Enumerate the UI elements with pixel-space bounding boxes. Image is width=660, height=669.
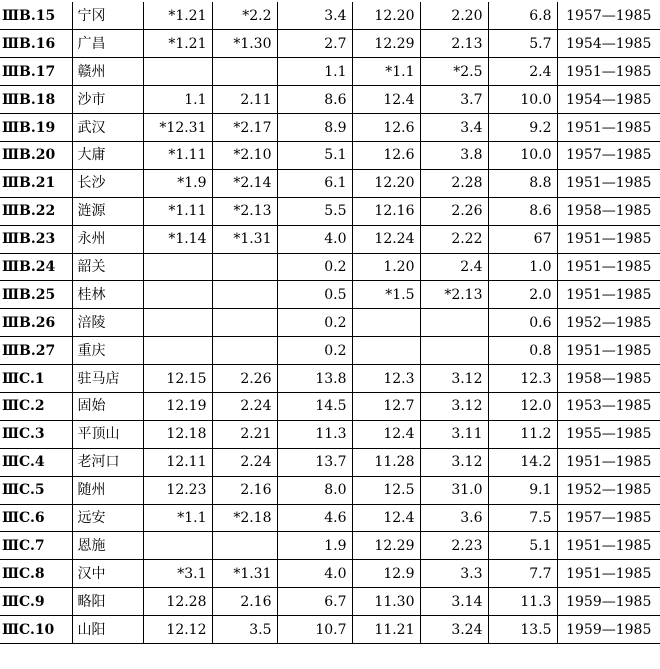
value-cell-8: 9.2: [488, 114, 557, 142]
value-cell-4: [212, 337, 277, 365]
value-cell-4: [212, 253, 277, 281]
value-cell-7: *2.5: [420, 58, 488, 86]
value-cell-8: 67: [488, 225, 557, 253]
value-cell-4: [212, 281, 277, 309]
value-cell-6: 12.20: [352, 169, 420, 197]
value-cell-3: 12.18: [143, 420, 212, 448]
climate-data-table-page: [0, 2, 652, 644]
value-cell-6: 12.29: [352, 532, 420, 560]
value-cell-6: 12.16: [352, 197, 420, 225]
value-cell-6: *1.1: [352, 58, 420, 86]
value-cell-7: 3.12: [420, 448, 488, 476]
value-cell-4: 2.21: [212, 420, 277, 448]
value-cell-5: 4.6: [277, 504, 352, 532]
value-cell-4: 2.26: [212, 365, 277, 393]
value-cell-7: 3.3: [420, 560, 488, 588]
value-cell-3: [143, 309, 212, 337]
value-cell-3: *1.11: [143, 141, 212, 169]
value-cell-5: 4.0: [277, 560, 352, 588]
value-cell-7: 3.6: [420, 504, 488, 532]
table-row: [0, 114, 660, 142]
record-period-cell: 1951—1985: [557, 58, 660, 86]
station-name-cell: 桂林: [72, 281, 143, 309]
value-cell-7: 2.20: [420, 2, 488, 30]
value-cell-3: *1.9: [143, 169, 212, 197]
record-period-cell: 1953—1985: [557, 392, 660, 420]
record-period-cell: 1955—1985: [557, 420, 660, 448]
table-row: [0, 616, 660, 644]
value-cell-6: 12.3: [352, 365, 420, 393]
value-cell-3: 12.19: [143, 392, 212, 420]
record-period-cell: 1951—1985: [557, 114, 660, 142]
table-row: [0, 2, 660, 30]
value-cell-4: *2.17: [212, 114, 277, 142]
value-cell-3: *1.11: [143, 197, 212, 225]
station-name-cell: 随州: [72, 476, 143, 504]
value-cell-6: 12.7: [352, 392, 420, 420]
value-cell-4: *2.13: [212, 197, 277, 225]
value-cell-8: 7.7: [488, 560, 557, 588]
table-row: [0, 169, 660, 197]
record-period-cell: 1958—1985: [557, 197, 660, 225]
value-cell-4: [212, 532, 277, 560]
value-cell-4: 2.16: [212, 588, 277, 616]
value-cell-6: 11.28: [352, 448, 420, 476]
value-cell-8: 2.4: [488, 58, 557, 86]
value-cell-4: 2.24: [212, 392, 277, 420]
table-row: [0, 476, 660, 504]
value-cell-4: 2.24: [212, 448, 277, 476]
value-cell-5: 13.8: [277, 365, 352, 393]
record-period-cell: 1957—1985: [557, 2, 660, 30]
station-code-cell: ⅢC.3: [0, 420, 72, 448]
table-row: [0, 337, 660, 365]
value-cell-8: 14.2: [488, 448, 557, 476]
value-cell-8: 10.0: [488, 141, 557, 169]
station-name-cell: 恩施: [72, 532, 143, 560]
value-cell-3: *1.21: [143, 2, 212, 30]
record-period-cell: 1951—1985: [557, 253, 660, 281]
station-code-cell: ⅢC.7: [0, 532, 72, 560]
value-cell-6: 12.4: [352, 86, 420, 114]
value-cell-8: 8.6: [488, 197, 557, 225]
table-row: [0, 532, 660, 560]
value-cell-4: *2.10: [212, 141, 277, 169]
table-row: [0, 30, 660, 58]
value-cell-8: 0.6: [488, 309, 557, 337]
value-cell-6: 12.24: [352, 225, 420, 253]
value-cell-8: 9.1: [488, 476, 557, 504]
value-cell-3: [143, 281, 212, 309]
value-cell-8: 8.8: [488, 169, 557, 197]
value-cell-7: 31.0: [420, 476, 488, 504]
table-row: [0, 504, 660, 532]
table-body: [0, 2, 660, 643]
value-cell-7: 3.7: [420, 86, 488, 114]
value-cell-5: 1.9: [277, 532, 352, 560]
value-cell-7: 3.14: [420, 588, 488, 616]
station-name-cell: 大庸: [72, 141, 143, 169]
record-period-cell: 1959—1985: [557, 616, 660, 644]
value-cell-7: 3.4: [420, 114, 488, 142]
record-period-cell: 1954—1985: [557, 86, 660, 114]
station-code-cell: ⅢC.10: [0, 616, 72, 644]
value-cell-5: 0.2: [277, 337, 352, 365]
table-row: [0, 58, 660, 86]
station-code-cell: ⅢC.6: [0, 504, 72, 532]
station-name-cell: 山阳: [72, 616, 143, 644]
table-row: [0, 86, 660, 114]
value-cell-3: 12.15: [143, 365, 212, 393]
record-period-cell: 1951—1985: [557, 281, 660, 309]
table-row: [0, 309, 660, 337]
station-code-cell: ⅢB.27: [0, 337, 72, 365]
value-cell-6: 1.20: [352, 253, 420, 281]
value-cell-5: 3.4: [277, 2, 352, 30]
table-row: [0, 365, 660, 393]
value-cell-5: 8.0: [277, 476, 352, 504]
table-row: [0, 253, 660, 281]
value-cell-7: 2.13: [420, 30, 488, 58]
value-cell-3: [143, 58, 212, 86]
value-cell-7: [420, 337, 488, 365]
value-cell-3: 12.12: [143, 616, 212, 644]
value-cell-7: *2.13: [420, 281, 488, 309]
station-name-cell: 永州: [72, 225, 143, 253]
value-cell-8: 11.2: [488, 420, 557, 448]
value-cell-4: 3.5: [212, 616, 277, 644]
value-cell-5: 8.6: [277, 86, 352, 114]
station-code-cell: ⅢB.26: [0, 309, 72, 337]
record-period-cell: 1951—1985: [557, 560, 660, 588]
record-period-cell: 1951—1985: [557, 337, 660, 365]
value-cell-3: *3.1: [143, 560, 212, 588]
station-code-cell: ⅢB.15: [0, 2, 72, 30]
value-cell-4: *1.31: [212, 225, 277, 253]
table-row: [0, 392, 660, 420]
value-cell-7: 3.8: [420, 141, 488, 169]
station-code-cell: ⅢC.2: [0, 392, 72, 420]
station-name-cell: 平顶山: [72, 420, 143, 448]
table-row: [0, 420, 660, 448]
station-code-cell: ⅢB.24: [0, 253, 72, 281]
record-period-cell: 1951—1985: [557, 225, 660, 253]
value-cell-5: 10.7: [277, 616, 352, 644]
value-cell-8: 2.0: [488, 281, 557, 309]
station-code-cell: ⅢC.9: [0, 588, 72, 616]
value-cell-7: 2.26: [420, 197, 488, 225]
value-cell-6: 11.30: [352, 588, 420, 616]
record-period-cell: 1951—1985: [557, 448, 660, 476]
table-row: [0, 225, 660, 253]
value-cell-6: 12.20: [352, 2, 420, 30]
value-cell-3: *1.1: [143, 504, 212, 532]
value-cell-3: 1.1: [143, 86, 212, 114]
value-cell-5: 6.1: [277, 169, 352, 197]
value-cell-7: 3.12: [420, 365, 488, 393]
value-cell-3: [143, 532, 212, 560]
station-name-cell: 沙市: [72, 86, 143, 114]
station-name-cell: 武汉: [72, 114, 143, 142]
value-cell-6: 12.4: [352, 420, 420, 448]
record-period-cell: 1957—1985: [557, 504, 660, 532]
value-cell-8: 1.0: [488, 253, 557, 281]
station-data-table: [0, 2, 660, 644]
station-code-cell: ⅢB.23: [0, 225, 72, 253]
value-cell-4: [212, 309, 277, 337]
value-cell-4: *2.18: [212, 504, 277, 532]
station-name-cell: 重庆: [72, 337, 143, 365]
record-period-cell: 1957—1985: [557, 141, 660, 169]
value-cell-8: 5.7: [488, 30, 557, 58]
station-name-cell: 固始: [72, 392, 143, 420]
value-cell-6: *1.5: [352, 281, 420, 309]
station-code-cell: ⅢC.8: [0, 560, 72, 588]
value-cell-8: 10.0: [488, 86, 557, 114]
table-row: [0, 141, 660, 169]
value-cell-8: 11.3: [488, 588, 557, 616]
value-cell-7: 3.12: [420, 392, 488, 420]
table-row: [0, 197, 660, 225]
station-code-cell: ⅢB.20: [0, 141, 72, 169]
value-cell-6: 12.6: [352, 114, 420, 142]
value-cell-5: 1.1: [277, 58, 352, 86]
station-code-cell: ⅢC.4: [0, 448, 72, 476]
station-name-cell: 汉中: [72, 560, 143, 588]
value-cell-5: 5.1: [277, 141, 352, 169]
value-cell-7: 2.22: [420, 225, 488, 253]
value-cell-4: *1.31: [212, 560, 277, 588]
value-cell-5: 14.5: [277, 392, 352, 420]
value-cell-6: [352, 337, 420, 365]
value-cell-6: 12.6: [352, 141, 420, 169]
value-cell-3: *12.31: [143, 114, 212, 142]
value-cell-6: 12.29: [352, 30, 420, 58]
value-cell-5: 4.0: [277, 225, 352, 253]
value-cell-7: 3.11: [420, 420, 488, 448]
value-cell-5: 5.5: [277, 197, 352, 225]
value-cell-6: 11.21: [352, 616, 420, 644]
station-name-cell: 老河口: [72, 448, 143, 476]
value-cell-8: 7.5: [488, 504, 557, 532]
value-cell-5: 0.2: [277, 253, 352, 281]
record-period-cell: 1959—1985: [557, 588, 660, 616]
value-cell-6: 12.9: [352, 560, 420, 588]
value-cell-4: 2.11: [212, 86, 277, 114]
station-code-cell: ⅢB.17: [0, 58, 72, 86]
record-period-cell: 1954—1985: [557, 30, 660, 58]
value-cell-3: *1.14: [143, 225, 212, 253]
value-cell-4: [212, 58, 277, 86]
value-cell-3: [143, 253, 212, 281]
station-name-cell: 宁冈: [72, 2, 143, 30]
value-cell-5: 11.3: [277, 420, 352, 448]
value-cell-5: 8.9: [277, 114, 352, 142]
station-name-cell: 韶关: [72, 253, 143, 281]
value-cell-4: 2.16: [212, 476, 277, 504]
record-period-cell: 1958—1985: [557, 365, 660, 393]
value-cell-5: 0.5: [277, 281, 352, 309]
station-code-cell: ⅢC.1: [0, 365, 72, 393]
value-cell-3: 12.23: [143, 476, 212, 504]
station-name-cell: 长沙: [72, 169, 143, 197]
value-cell-3: 12.11: [143, 448, 212, 476]
station-name-cell: 远安: [72, 504, 143, 532]
value-cell-8: 12.3: [488, 365, 557, 393]
station-code-cell: ⅢB.18: [0, 86, 72, 114]
table-row: [0, 588, 660, 616]
station-name-cell: 广昌: [72, 30, 143, 58]
value-cell-7: 2.28: [420, 169, 488, 197]
value-cell-5: 2.7: [277, 30, 352, 58]
station-name-cell: 涟源: [72, 197, 143, 225]
station-code-cell: ⅢB.21: [0, 169, 72, 197]
station-name-cell: 赣州: [72, 58, 143, 86]
value-cell-8: 5.1: [488, 532, 557, 560]
value-cell-4: *2.14: [212, 169, 277, 197]
value-cell-7: 2.23: [420, 532, 488, 560]
value-cell-5: 6.7: [277, 588, 352, 616]
table-row: [0, 560, 660, 588]
station-name-cell: 略阳: [72, 588, 143, 616]
station-code-cell: ⅢB.19: [0, 114, 72, 142]
record-period-cell: 1952—1985: [557, 309, 660, 337]
value-cell-6: [352, 309, 420, 337]
value-cell-4: *2.2: [212, 2, 277, 30]
value-cell-7: 3.24: [420, 616, 488, 644]
value-cell-7: [420, 309, 488, 337]
record-period-cell: 1951—1985: [557, 169, 660, 197]
station-code-cell: ⅢB.25: [0, 281, 72, 309]
value-cell-5: 0.2: [277, 309, 352, 337]
value-cell-7: 2.4: [420, 253, 488, 281]
record-period-cell: 1951—1985: [557, 532, 660, 560]
station-name-cell: 涪陵: [72, 309, 143, 337]
value-cell-8: 13.5: [488, 616, 557, 644]
value-cell-3: *1.21: [143, 30, 212, 58]
value-cell-5: 13.7: [277, 448, 352, 476]
value-cell-4: *1.30: [212, 30, 277, 58]
value-cell-6: 12.5: [352, 476, 420, 504]
table-row: [0, 448, 660, 476]
value-cell-6: 12.4: [352, 504, 420, 532]
station-code-cell: ⅢB.22: [0, 197, 72, 225]
record-period-cell: 1952—1985: [557, 476, 660, 504]
station-code-cell: ⅢC.5: [0, 476, 72, 504]
table-row: [0, 281, 660, 309]
value-cell-3: 12.28: [143, 588, 212, 616]
value-cell-8: 6.8: [488, 2, 557, 30]
value-cell-8: 0.8: [488, 337, 557, 365]
value-cell-3: [143, 337, 212, 365]
station-name-cell: 驻马店: [72, 365, 143, 393]
value-cell-8: 12.0: [488, 392, 557, 420]
station-code-cell: ⅢB.16: [0, 30, 72, 58]
